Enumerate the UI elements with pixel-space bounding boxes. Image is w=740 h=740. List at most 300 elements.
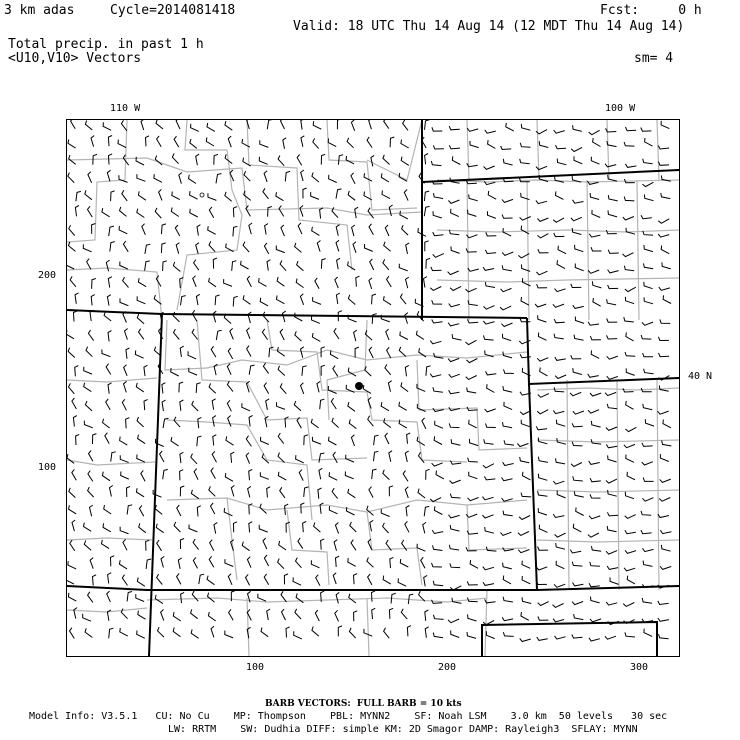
wind-barb [522,597,531,603]
wind-barb [103,523,111,532]
wind-barb [588,533,599,537]
wind-barb [67,330,74,339]
wind-barb [321,259,325,269]
wind-barb [641,511,651,515]
wind-barb [69,505,77,514]
wind-barb [369,487,373,498]
wind-barb [661,545,670,551]
wind-barb [572,635,583,639]
wind-barb [192,329,198,340]
wind-barb [383,523,389,533]
wind-barb [572,602,583,605]
wind-barb [348,489,356,498]
wind-barb [296,558,302,568]
wind-barb [137,209,145,218]
wind-barb [118,140,126,148]
wind-barb [575,264,583,271]
wind-barb [279,541,286,550]
wind-barb [304,435,308,445]
wind-barbs [67,120,671,641]
wind-barb [421,557,425,568]
wind-barb [312,333,320,341]
wind-barb [157,574,163,584]
wind-barb [137,417,144,427]
wind-barb [123,539,127,550]
wind-barb [624,317,634,322]
wind-barb [658,618,669,621]
wind-barb [401,157,409,166]
wind-barb [451,439,460,445]
wind-barb [405,487,408,498]
wind-barb [406,506,410,517]
wind-barb [387,347,391,358]
wind-barb [588,374,599,377]
wind-barb [301,347,304,358]
wind-barb [296,279,303,288]
wind-barb [172,154,178,164]
wind-barb [625,530,636,533]
wind-barb [430,287,441,291]
wind-barb [405,365,409,376]
wind-barb [311,192,319,199]
wind-barb [556,145,567,149]
wind-barb [466,288,477,292]
wind-barb [120,437,128,446]
wind-barb [575,317,584,324]
wind-barb [190,191,198,199]
wind-barb [607,404,617,409]
wind-barb [216,330,221,340]
wind-barb [138,278,146,287]
wind-barb [88,206,93,217]
wind-barb [661,121,669,129]
wind-barb [194,469,198,480]
wind-barb [535,304,546,307]
wind-barb [430,341,441,344]
wind-barb [173,612,181,621]
wind-barb [281,591,286,602]
wind-barb [179,382,183,392]
wind-barb [246,436,251,447]
wind-barb [317,241,320,252]
wind-barb [102,208,110,217]
wind-barb [329,472,337,480]
wind-barb [298,538,303,549]
wind-barb [312,172,319,182]
wind-barb [624,266,634,271]
wind-barb [467,128,478,131]
wind-barb [301,383,304,394]
wind-barb [502,477,513,480]
wind-barb [571,217,582,221]
wind-barb [448,358,459,361]
wind-barb [206,137,214,146]
wind-barb [301,503,305,514]
wind-barb [386,329,389,340]
wind-barb [466,547,477,551]
wind-barb [124,381,127,392]
wind-barb [367,557,374,567]
wind-barb [225,192,232,202]
wind-barb [333,573,336,584]
wind-barb [348,191,355,200]
wind-barb [401,382,408,391]
wind-barb [555,289,566,292]
wind-barb [209,486,216,496]
wind-barb [484,335,494,340]
wind-barb [501,323,512,327]
wind-barb [486,371,497,375]
wind-barb [434,506,442,514]
wind-barb [537,637,548,640]
wind-barb [301,120,305,130]
wind-barb [624,197,634,201]
wind-barb [400,294,406,305]
wind-barb [608,250,619,254]
wind-barb [467,581,478,585]
wind-barb [658,411,669,414]
wind-barb [242,542,249,551]
wind-barb [658,146,669,150]
wind-barb [228,136,231,147]
wind-barb [484,306,495,310]
wind-barb [188,351,196,359]
wind-barb [315,610,319,621]
wind-barb [300,206,303,217]
wind-barb [191,454,197,464]
lat-label-40n: 40 N [688,371,713,382]
wind-barb [138,435,146,444]
wind-barb [69,242,76,252]
wind-barb [536,426,547,430]
wind-barb [608,210,617,217]
wind-barb [280,261,286,271]
wind-barb [161,556,164,567]
wind-barb [173,262,180,272]
wind-barb [625,492,634,499]
wind-barb [407,433,411,444]
wind-barb [623,253,634,257]
wind-barb [68,139,76,148]
field-title: Total precip. in past 1 h [8,37,204,52]
wind-barb [145,244,150,254]
wind-barb [424,277,428,288]
wind-barb [449,145,460,149]
wind-barb [607,376,618,379]
wind-barb [141,120,144,130]
wind-barb [108,136,112,147]
wind-barb [334,540,337,551]
wind-barb [424,191,429,201]
wind-barb [70,540,75,551]
wind-barb [354,330,357,341]
wind-barb [625,297,634,304]
wind-barb [137,174,146,181]
wind-barb [469,420,477,428]
wind-barb [264,574,269,585]
wind-barb [224,279,232,286]
wind-barb [449,515,460,518]
wind-barb [407,626,411,637]
wind-barb [662,262,671,269]
wind-barb [329,437,337,445]
wind-barb [536,271,547,275]
wind-barb [135,350,143,358]
wind-barb [643,404,652,410]
wind-barb [448,323,459,326]
wind-barb [385,364,391,374]
wind-barb [333,452,337,463]
wind-barb [433,387,443,392]
wind-barb [502,617,513,620]
wind-barb [121,472,129,480]
wind-barb [249,365,254,375]
wind-barb [156,120,163,129]
wind-barb [280,487,285,498]
wind-barb [216,174,222,184]
wind-barb [520,143,530,147]
wind-barb [208,226,216,234]
wind-barb [538,474,547,481]
wind-barb [369,120,372,129]
wind-barb [109,628,114,638]
wind-barb [372,591,376,602]
wind-barb [176,120,180,129]
wind-barb [85,401,92,411]
wind-barb [522,561,530,569]
wind-barb [180,452,184,463]
wind-barb [589,234,600,237]
wind-barb [267,609,271,620]
wind-barb [374,435,379,445]
wind-barb [402,225,409,235]
wind-barb [295,313,303,321]
wind-barb [144,400,148,411]
wind-barb [282,609,286,620]
wind-barb [301,136,304,147]
wind-barb [304,487,309,497]
wind-barb [285,171,290,181]
wind-barb [449,423,459,427]
wind-barb [573,200,584,203]
wind-barb [623,603,634,607]
wind-barb [608,195,617,201]
wind-barb [311,560,319,568]
wind-barb [277,402,286,409]
wind-barb [336,240,339,251]
wind-barb [555,533,566,537]
wind-barb [400,331,408,339]
wind-barb [208,612,215,621]
wind-barb [351,120,354,131]
wind-barb [589,638,600,641]
wind-barb [356,276,360,287]
wind-barb [174,329,180,339]
wind-barb [425,610,429,621]
wind-barb [192,310,197,321]
wind-barb [433,633,443,638]
wind-barb [68,348,75,358]
wind-barb [87,259,91,270]
wind-barb [259,157,267,164]
wind-barb [277,277,284,286]
wind-barb [553,481,564,484]
wind-barb [607,566,618,569]
wind-barb [425,120,430,130]
wind-barb [127,505,132,515]
wind-barb [227,381,233,392]
wind-barb [663,295,671,303]
wind-barb [319,468,322,479]
wind-barb [506,123,514,131]
wind-barb [160,451,164,462]
wind-barb [556,561,564,569]
wind-barb [155,156,162,166]
wind-barb [368,574,372,585]
wind-barb [469,472,478,479]
wind-barb [189,525,197,532]
wind-barb [107,591,111,602]
wind-barb [320,399,325,409]
wind-barb [163,469,168,479]
wind-barb [243,242,249,252]
wind-barb [449,304,460,307]
wind-barb [503,511,513,516]
wind-barb [593,138,601,146]
wind-barb [334,328,339,339]
wind-barb [107,295,110,306]
wind-barb [336,556,340,567]
wind-barb-map [67,120,679,656]
wind-barb [368,416,374,426]
wind-barb [67,261,74,269]
wind-barb [123,241,128,252]
wind-barb [576,507,584,515]
wind-barb [261,437,269,445]
wind-barb [246,206,251,217]
wind-barb [232,261,237,271]
wind-barb [520,354,531,358]
wind-barb [588,410,599,413]
wind-barb [259,278,267,286]
wind-barb [404,190,408,201]
wind-barb [502,265,512,271]
wind-barb [67,454,74,463]
wind-barb [661,246,669,254]
wind-barb [372,608,376,619]
wind-barb [403,120,408,130]
wind-barb [591,421,600,427]
wind-barb [286,627,290,638]
wind-barb [262,329,267,340]
wind-barb [553,304,564,307]
wind-barb [555,357,566,360]
forecast-hour: Fcst: 0 h [600,3,702,18]
wind-barb [488,211,496,218]
wind-barb [485,527,494,533]
wind-barb [644,282,653,289]
wind-barb [538,249,549,253]
wind-barb [371,155,374,166]
wind-barb [108,331,112,342]
wind-barb [209,278,216,287]
wind-barb [329,175,337,183]
wind-barb [469,439,478,446]
wind-barb [234,522,238,533]
wind-barb [246,453,250,464]
wind-barb [71,120,76,129]
wind-barb [538,602,549,606]
wind-barb [517,444,528,447]
wind-barb [588,270,599,273]
wind-barb [74,608,77,619]
wind-barb [284,574,288,585]
wind-barb [172,192,180,200]
wind-barb [483,497,494,500]
wind-barb [155,505,162,514]
wind-barb [556,458,566,464]
wind-barb [570,392,581,395]
wind-barb [383,576,391,585]
wind-barb [642,462,653,465]
wind-barb [374,451,379,461]
wind-barb [338,626,342,637]
wind-barb [180,470,184,481]
wind-barb [192,591,198,601]
wind-barb [121,120,127,131]
wind-barb [502,252,513,255]
wind-barb [294,401,301,411]
wind-barb [171,437,179,446]
wind-barb [246,574,250,585]
wind-barb [401,140,409,148]
wind-barb [433,581,443,586]
wind-barb [155,208,161,218]
wind-barb [501,288,512,291]
wind-barb [144,365,148,376]
wind-barb [644,629,652,637]
wind-barb [641,215,652,219]
wind-barb [267,487,271,498]
wind-barb [625,287,636,291]
wind-barb [385,433,389,444]
wind-barb [660,530,671,533]
wind-barb [468,268,479,271]
wind-barb [406,277,409,288]
wind-barb [417,437,425,446]
wind-barb [503,462,514,465]
wind-barb [504,402,512,410]
wind-barb [69,383,75,393]
wind-barb [303,522,307,533]
wind-barb [424,206,429,216]
wind-barb [433,254,444,258]
wind-barb [433,545,443,550]
station-marker [355,382,363,390]
wind-barb [486,424,496,428]
wind-barb [345,472,353,479]
wind-barb [591,157,599,165]
wind-barb [247,328,250,339]
wind-barb [627,472,635,480]
wind-barb [247,557,251,568]
wind-barb [248,486,251,497]
wind-barb [503,563,512,569]
wind-barb [368,208,374,219]
wind-barb [293,577,301,585]
wind-barb [589,130,600,134]
wind-barb [139,523,146,532]
